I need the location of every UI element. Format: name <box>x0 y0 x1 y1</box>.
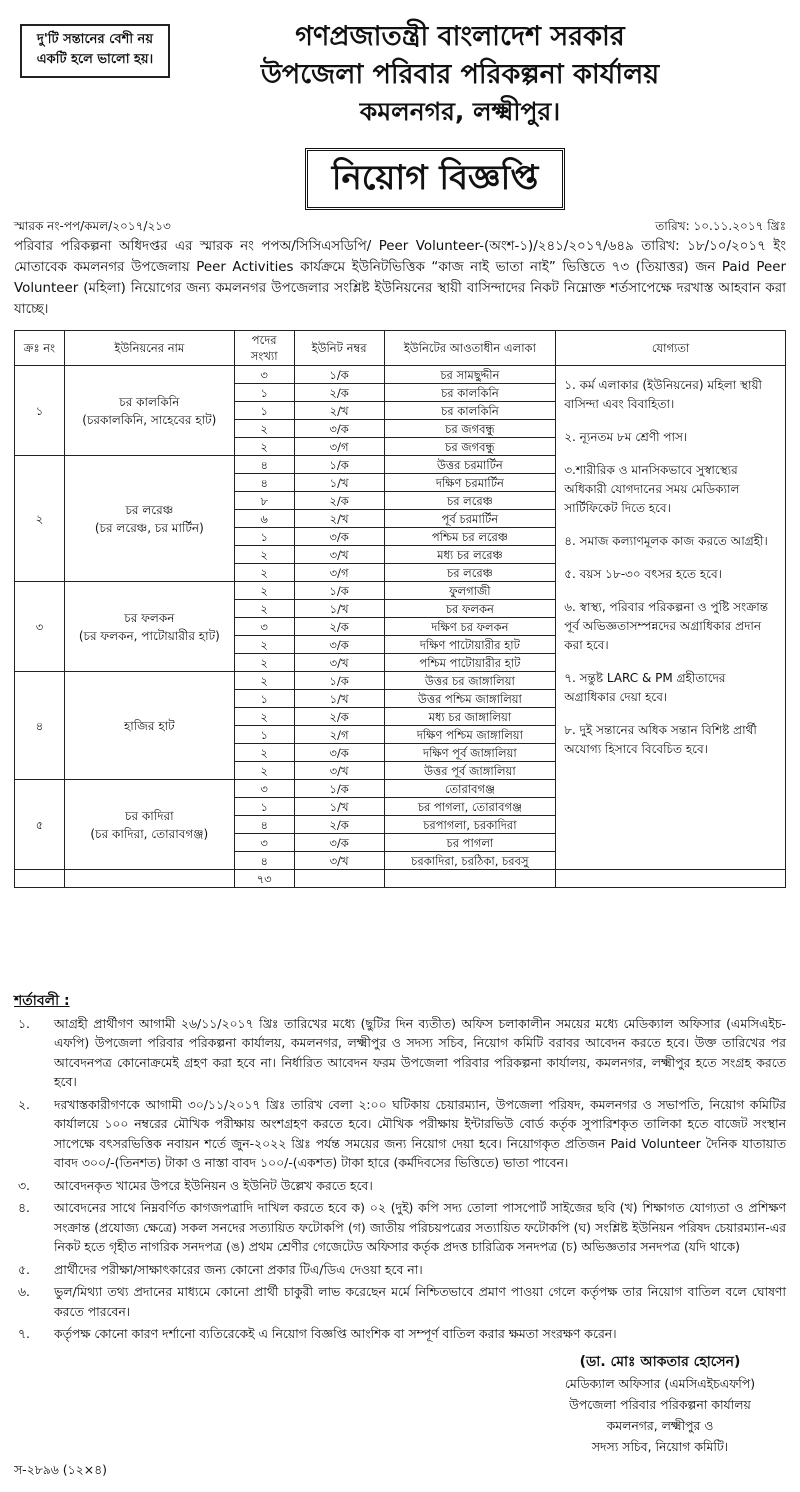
memo-date: তারিখ: ১০.১১.২০১৭ খ্রিঃ <box>655 219 786 233</box>
union-name-cell <box>64 366 234 456</box>
unit-area: দক্ষিণ চরমার্টিন <box>384 474 556 492</box>
union-name-cell <box>64 456 234 582</box>
term-number: ১. <box>18 1015 30 1031</box>
office-location: কমলনগর, লক্ষ্মীপুর। <box>359 97 561 126</box>
unit-number: ৩/গ <box>294 564 384 582</box>
signatory-name: (ডা. মোঃ আকতার হোসেন) <box>579 1354 741 1370</box>
term-item <box>14 1095 786 1173</box>
post-count: ৪ <box>234 474 294 492</box>
post-count: ২ <box>234 546 294 564</box>
qualification-item: ৮. দুই সন্তানের অধিক সন্তান বিশিষ্ট প্রার্থী অযোগ্য হিসাবে বিবেচিত হবে। <box>564 723 757 756</box>
signatory-line: কমলনগর, লক্ষ্মীপুর ও <box>606 1418 714 1433</box>
post-count: ২ <box>234 420 294 438</box>
col-header-posts: পদের সংখ্যা <box>234 331 294 366</box>
term-number: ৩. <box>18 1177 30 1193</box>
union-name-cell <box>64 780 234 870</box>
empty-cell <box>15 870 65 888</box>
government-name: গণপ্রজাতন্ত্রী বাংলাদেশ সরকার <box>295 21 625 52</box>
term-item <box>14 1176 786 1196</box>
post-count: ২ <box>234 582 294 600</box>
post-count: ৮ <box>234 492 294 510</box>
unit-number: ৩/খ <box>294 852 384 870</box>
unit-area: উত্তর পূর্ব জাঙ্গালিয়া <box>384 762 556 780</box>
unit-area: মধ্য চর লরেঞ্চ <box>384 546 556 564</box>
post-count: ১ <box>234 690 294 708</box>
empty-cell <box>556 870 786 888</box>
empty-cell <box>294 870 384 888</box>
unit-area: চর ফলকন <box>384 600 556 618</box>
union-name: চর লরেঞ্চ <box>125 502 174 517</box>
unit-area: চর লরেঞ্চ <box>384 492 556 510</box>
unit-number: ২/ক <box>294 708 384 726</box>
post-count: ২ <box>234 744 294 762</box>
post-count: ১ <box>234 384 294 402</box>
qualification-item: ৬. স্বাস্থ্য, পরিবার পরিকল্পনা ও পুষ্টি সংক্রান্ত পূর্ব অভিজ্ঞতাসম্পন্নদের অগ্রাধিকার প্রদান করা হবে। <box>564 600 768 652</box>
unit-number: ১/খ <box>294 600 384 618</box>
unit-area: চরপাগলা, চরকাদিরা <box>384 816 556 834</box>
union-serial: ২ <box>15 456 65 582</box>
unit-number: ১/খ <box>294 690 384 708</box>
term-text: ভুল/মিথ্যা তথ্য প্রদানের মাধ্যমে কোনো প্রার্থী চাকুরী লাভ করেছেন মর্মে নিশ্চিতভাবে প্রমাণ পাওয়া গেলে কর্তৃপক্ষ তার নিয়োগ বাতিল বলে ঘোষণা করতে পারবেন। <box>54 1284 786 1319</box>
post-count: ৩ <box>234 780 294 798</box>
office-header <box>170 18 750 130</box>
post-count: ২ <box>234 564 294 582</box>
term-text: প্রার্থীদের পরীক্ষা/সাক্ষাৎকারের জন্য কোনো প্রকার টিএ/ডিএ দেওয়া হবে না। <box>54 1261 423 1277</box>
qualification-item: ১. কর্ম এলাকার (ইউনিয়নের) মহিলা স্থায়ী বাসিন্দা এবং বিবাহিতা। <box>564 378 762 411</box>
unit-number: ৩/খ <box>294 546 384 564</box>
term-text: দরখাস্তকারীগণকে আগামী ৩০/১১/২০১৭ খ্রিঃ তারিখ বেলা ২:০০ ঘটিকায় চেয়ারম্যান, উপজেলা পরিষদ, কমলনগর ও সভাপতি, নিয়োগ কমিটির কার্যালয়ে ১০০ নম্বরের মৌখিক পরীক্ষায় অংশগ্রহণ করতে হবে। মৌখিক পরীক্ষায় ইন্টারভিউ বোর্ড কর্তৃক সুপারিশকৃত তালিকা হতে বাজেট সংস্থান সাপেক্ষে বৎসরভিত্তিক নবায়ন শর্তে জুন-২০২২ খ্রিঃ পর্যন্ত সময়ের জন্য নিয়োগ দেয়া হবে। নিয়োগকৃত প্রতিজন Paid Volunteer দৈনিক যাতায়াত বাবদ ৩০০/-(তিনশত) টাকা ও নাস্তা বাবদ ১০০/-(একশত) টাকা হারে (কর্মদিবসের ভিত্তিতে) ভাতা পাবেন। <box>54 1096 786 1170</box>
unit-area: চর পাগলা, তোরাবগঞ্জ <box>384 798 556 816</box>
post-count: ১ <box>234 402 294 420</box>
vacancy-table <box>14 330 786 888</box>
post-count: ৩ <box>234 834 294 852</box>
col-header-unit: ইউনিট নম্বর <box>294 331 384 366</box>
unit-area: উত্তর চরমার্টিন <box>384 456 556 474</box>
qualification-cell <box>556 366 786 870</box>
unit-number: ৩/খ <box>294 762 384 780</box>
post-count: ১ <box>234 528 294 546</box>
term-item <box>14 1014 786 1092</box>
union-subareas: (চর কাদিরা, তোরাবগঞ্জ) <box>90 826 209 841</box>
union-name-cell <box>64 672 234 780</box>
union-subareas: (চরকালকিনি, সাহেবের হাট) <box>82 412 217 427</box>
post-count: ৪ <box>234 816 294 834</box>
unit-number: ২/ক <box>294 384 384 402</box>
unit-number: ১/ক <box>294 366 384 384</box>
union-name-cell <box>64 582 234 672</box>
unit-area: চর পাগলা <box>384 834 556 852</box>
union-name: হাজির হাট <box>123 718 175 733</box>
signatory-line: উপজেলা পরিবার পরিকল্পনা কার্যালয় <box>569 1397 751 1412</box>
col-header-union: ইউনিয়নের নাম <box>64 331 234 366</box>
unit-area: পূর্ব চরমার্টিন <box>384 510 556 528</box>
qualification-item: ৪. সমাজ কল্যাণমূলক কাজ করতে আগ্রহী। <box>564 534 768 548</box>
unit-area: চর কালকিনি <box>384 402 556 420</box>
unit-number: ৩/গ <box>294 438 384 456</box>
office-name: উপজেলা পরিবার পরিকল্পনা কার্যালয় <box>260 59 660 90</box>
table-header-row <box>15 331 786 366</box>
unit-number: ২/গ <box>294 726 384 744</box>
unit-area: দক্ষিণ পাটোয়ারীর হাট <box>384 636 556 654</box>
signatory-line: সদস্য সচিব, নিয়োগ কমিটি। <box>591 1439 729 1454</box>
unit-area: উত্তর পশ্চিম জাঙ্গালিয়া <box>384 690 556 708</box>
post-count: ৪ <box>234 456 294 474</box>
slogan-line-1: দু'টি সন্তানের বেশী নয় <box>37 32 153 47</box>
memo-line <box>14 218 786 234</box>
unit-number: ১/ক <box>294 582 384 600</box>
unit-area: চর জগবন্ধু <box>384 438 556 456</box>
unit-number: ৩/ক <box>294 528 384 546</box>
unit-area: দক্ষিণ পূর্ব জাঙ্গালিয়া <box>384 744 556 762</box>
term-number: ৪. <box>18 1200 30 1215</box>
unit-area: চর লরেঞ্চ <box>384 564 556 582</box>
union-serial: ৩ <box>15 582 65 672</box>
union-subareas: (চর লরেঞ্চ, চর মার্টিন) <box>94 520 204 535</box>
qualification-item: ৩.শারীরিক ও মানসিকভাবে সুস্বাস্থ্যের অধিকারী যোগদানের সময় মেডিক্যাল সার্টিফিকেট দিতে হবে। <box>564 463 740 515</box>
unit-number: ৩/ক <box>294 834 384 852</box>
signature-block <box>540 1352 780 1457</box>
post-count: ২ <box>234 654 294 672</box>
unit-number: ৩/খ <box>294 654 384 672</box>
qualification-item: ৫. বয়স ১৮-৩০ বৎসর হতে হবে। <box>564 567 722 581</box>
col-header-serial: ক্রঃ নং <box>15 331 65 366</box>
unit-area: চর জগবন্ধু <box>384 420 556 438</box>
term-item <box>14 1260 786 1280</box>
col-header-area: ইউনিটের আওতাধীন এলাকা <box>384 331 556 366</box>
total-posts: ৭৩ <box>234 870 294 888</box>
total-row <box>15 870 786 888</box>
post-count: ১ <box>234 798 294 816</box>
term-item <box>14 1198 786 1257</box>
post-count: ৪ <box>234 852 294 870</box>
post-count: ২ <box>234 636 294 654</box>
unit-number: ২/ক <box>294 816 384 834</box>
unit-number: ১/ক <box>294 672 384 690</box>
unit-number: ৩/ক <box>294 636 384 654</box>
empty-cell <box>64 870 234 888</box>
memo-reference: স্মারক নং-পপ/কমল/২০১৭/২১৩ <box>14 219 171 233</box>
term-text: আগ্রহী প্রার্থীগণ আগামী ২৬/১১/২০১৭ খ্রিঃ তারিখের মধ্যে (ছুটির দিন ব্যতীত) অফিস চলাকালীন সময়ের মধ্যে মেডিক্যাল অফিসার (এমসিএইচ-এফপি) উপজেলা পরিবার পরিকল্পনা কার্যালয়, কমলনগর, লক্ষ্মীপুর ও সদস্য সচিব, নিয়োগ কমিটি বরাবর আবেদন করতে হবে। উক্ত তারিখের পর আবেদনপত্র কোনোক্রমেই গ্রহণ করা হবে না। নির্ধারিত আবেদন ফরম উপজেলা পরিবার পরিকল্পনা কার্যালয়, কমলনগর, লক্ষ্মীপুর হতে সংগ্রহ করতে হবে। <box>54 1015 786 1089</box>
table-row <box>15 366 786 384</box>
post-count: ৬ <box>234 510 294 528</box>
notice-title: নিয়োগ বিজ্ঞপ্তি <box>305 148 565 210</box>
unit-area: পশ্চিম চর লরেঞ্চ <box>384 528 556 546</box>
qualification-item: ২. ন্যূনতম ৮ম শ্রেণী পাস। <box>564 430 688 444</box>
post-count: ২ <box>234 438 294 456</box>
unit-number: ২/খ <box>294 510 384 528</box>
unit-area: তোরাবগঞ্জ <box>384 780 556 798</box>
unit-number: ৩/ক <box>294 420 384 438</box>
unit-area: পশ্চিম পাটোয়ারীর হাট <box>384 654 556 672</box>
post-count: ১ <box>234 726 294 744</box>
unit-area: চর সামছুদ্দীন <box>384 366 556 384</box>
post-count: ৩ <box>234 366 294 384</box>
term-item <box>14 1324 786 1344</box>
post-count: ২ <box>234 708 294 726</box>
term-number: ২. <box>18 1096 30 1112</box>
terms-heading: শর্তাবলী : <box>14 993 70 1009</box>
term-number: ৭. <box>18 1326 30 1341</box>
term-text: আবেদনের সাথে নিম্নবর্ণিত কাগজপত্রাদি দাখিল করতে হবে ক) ০২ (দুই) কপি সদ্য তোলা পাসপোর্ট সাইজের ছবি (খ) শিক্ষাগত যোগ্যতা ও প্রশিক্ষণ সংক্রান্ত (প্রযোজ্য ক্ষেত্রে) সকল সনদের সত্যায়িত ফটোকপি (গ) জাতীয় পরিচয়পত্রের সত্যায়িত ফটোকপি (ঘ) সংশ্লিষ্ট ইউনিয়ন পরিষদ চেয়ারম্যান-এর নিকট হতে গৃহীত নাগরিক সনদপত্র (ঙ) প্রথম শ্রেণীর গেজেটেড অফিসার কর্তৃক প্রদত্ত চারিত্রিক সনদপত্র (চ) অভিজ্ঞতার সনদপত্র (যদি থাকে) <box>54 1200 786 1254</box>
unit-area: উত্তর চর জাঙ্গালিয়া <box>384 672 556 690</box>
post-count: ২ <box>234 762 294 780</box>
unit-number: ১/খ <box>294 798 384 816</box>
union-subareas: (চর ফলকন, পাটোয়ারীর হাট) <box>78 628 220 643</box>
post-count: ২ <box>234 600 294 618</box>
unit-area: ফুলগাজী <box>384 582 556 600</box>
unit-area: দক্ষিণ পশ্চিম জাঙ্গালিয়া <box>384 726 556 744</box>
unit-number: ১/ক <box>294 456 384 474</box>
unit-number: ২/ক <box>294 492 384 510</box>
unit-number: ২/ক <box>294 618 384 636</box>
unit-area: চর কালকিনি <box>384 384 556 402</box>
unit-area: মধ্য চর জাঙ্গালিয়া <box>384 708 556 726</box>
col-header-qualification: যোগ্যতা <box>556 331 786 366</box>
terms-section <box>14 992 786 1347</box>
family-planning-slogan-box <box>20 24 170 78</box>
unit-number: ১/ক <box>294 780 384 798</box>
print-code: স-২৮৯৬ (১২×৪) <box>14 1462 107 1477</box>
terms-list <box>14 1014 786 1344</box>
term-text: কর্তৃপক্ষ কোনো কারণ দর্শানো ব্যতিরেকেই এ নিয়োগ বিজ্ঞপ্তি আংশিক বা সম্পূর্ণ বাতিল করার ক্ষমতা সংরক্ষণ করেন। <box>54 1326 617 1341</box>
unit-area: চরকাদিরা, চরঠিকা, চরবসু <box>384 852 556 870</box>
qualification-item: ৭. সন্তুষ্ট LARC & PM গ্রহীতাদের অগ্রাধিকার দেয়া হবে। <box>564 671 726 704</box>
union-serial: ৫ <box>15 780 65 870</box>
unit-number: ২/খ <box>294 402 384 420</box>
union-name: চর ফলকন <box>124 610 175 625</box>
signatory-line: মেডিক্যাল অফিসার (এমসিএইচএফপি) <box>564 1376 756 1391</box>
term-number: ৫. <box>18 1261 30 1277</box>
term-number: ৬. <box>18 1284 30 1299</box>
post-count: ২ <box>234 672 294 690</box>
unit-number: ১/খ <box>294 474 384 492</box>
union-serial: ৪ <box>15 672 65 780</box>
term-item <box>14 1282 786 1321</box>
union-serial: ১ <box>15 366 65 456</box>
unit-number: ৩/ক <box>294 744 384 762</box>
union-name: চর কাদিরা <box>125 808 174 823</box>
unit-area: দক্ষিণ চর ফলকন <box>384 618 556 636</box>
slogan-line-2: একটি হলে ভালো হয়। <box>36 52 154 67</box>
post-count: ৩ <box>234 618 294 636</box>
empty-cell <box>384 870 556 888</box>
term-text: আবেদনকৃত খামের উপরে ইউনিয়ন ও ইউনিট উল্লেখ করতে হবে। <box>54 1177 373 1193</box>
union-name: চর কালকিনি <box>119 394 180 409</box>
intro-paragraph: পরিবার পরিকল্পনা অধিদপ্তর এর স্মারক নং পপঅ/সিসিএসডিপি/ Peer Volunteer-(অংশ-১)/২৪১/২০১৭/৬৪৯ তারিখ: ১৮/১০/২০১৭ ইং মোতাবেক কমলনগর উপজেলায় Peer Activities কার্যক্রমে ইউনিটভিত্তিক “কাজ নাই ভাতা নাই” ভিত্তিতে ৭৩ (তিয়াত্তর) জন Paid Peer Volunteer (মহিলা) নিয়োগের জন্য কমলনগর উপজেলার সংশ্লিষ্ট ইউনিয়নের স্থায়ী বাসিন্দাদের নিকট নিম্নোক্ত শর্তসাপেক্ষে দরখাস্ত আহবান করা যাচ্ছে। <box>14 239 786 317</box>
